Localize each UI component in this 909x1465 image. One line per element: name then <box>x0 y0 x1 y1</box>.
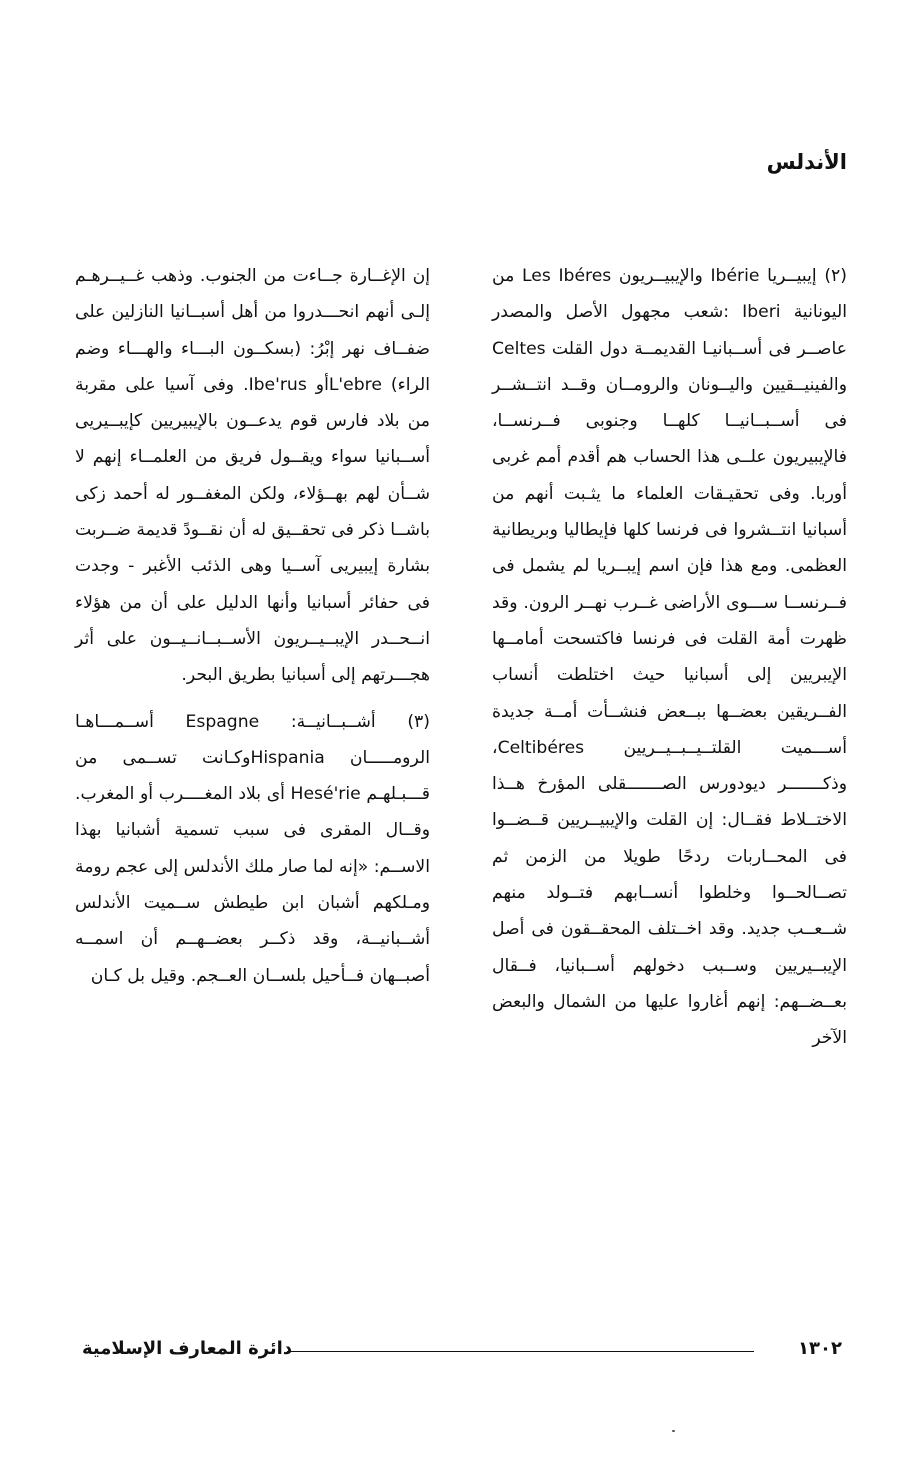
left-column-paragraph: (٣) أشــبــانيــة: Espagne أســمـــاهـا الرومـــــان Hispaniaوكـانت تســمى من قـــبـلهـم Hesé'rie أى بلاد المغــــرب أو المغرب. وقــال المقرى فى سبب تسمية أشبانيا بهذا الاســم: «إنه لما صار ملك الأندلس إلى عجم رومة ومـلكهم أشبان ابن طيطش ســميت الأندلس أشــبانيــة، وقد ذكــر بعضــهــم أن اسمــه أصبــهان فــأحيل بلســان العــجم. وقيل بل كـان <box>75 711 430 986</box>
running-head: الأندلس <box>766 150 847 174</box>
page-number: ١٣٠٢ <box>798 1338 842 1359</box>
publication-title: دائرة المعارف الإسلامية <box>82 1338 293 1359</box>
page-footer <box>82 1338 842 1368</box>
left-column <box>75 258 430 994</box>
footer-rule <box>287 1351 754 1352</box>
right-column-paragraph: (٢) إيبيــريا Ibérie والإيبيــريون Les Ibéres من اليونانية Iberi :شعب مجهول الأصل والمصدر عاصــر فى أســبانيـا القديمــة دول القلت Celtes والفينيــقيين واليــونان والرومــان وقــد انتــشــر فى أســبــانيــا كلهــا وجنوبى فــرنســا، فالإيبيريون علــى هذا الحساب هم أقدم أمم غربى أوربا. وفى تحقيـقات العلماء ما يثـبت أنهم من أسبانيا انتــشروا فى فرنسا كلها فإيطاليا وبريطانية العظمى. ومع هذا فإن اسم إيبــريا لم يشمل فى فــرنســا ســـوى الأراضى غــرب نهــر الرون. وقد ظهرت أمة القلت فى فرنسا فاكتسحت أمامــها الإيبريين إلى أسبانيا حيث اختلطت أنساب الفــريقين بعضــها ببــعض فنشــأت أمــة جديدة أســـميت القلتــيــبــيــريين Celtibéres، وذكـــــــر ديودورس الصـــــــقلى المؤرخ هــذا الاختــلاط فقــال: إن القلت والإيبيــريين قــضــوا فى المحــاربات ردحًا طويلا من الزمن ثم تصــالحــوا وخلطوا أنســابهم فتــولد منهم شــعــب جديد. وقد اخــتلف المحقــقون فى أصل الإيبــيريين وســبب دخولهم أســبانيا، فــقال بعــضــهم: إنهم أغاروا عليها من الشمال والبعض الآخر <box>492 266 847 1049</box>
left-column-paragraph: إن الإغــارة جــاءت من الجنوب. وذهب غــيــرهـم إلـى أنهم انحـــدروا من أهل أسبــانيا النازلين على ضفــاف نهر إبْرُ: (بسكــون البـــاء والهـــاء وضم الراء) L'ebreأو Ibe'rus. وفى آسيا على مقربة من بلاد فارس قوم يدعــون بالإيبيريين كإيبــيريى أســبانيا سواء ويقــول فريق من العلمــاء إنهم لا شــأن لهم بهــؤلاء، ولكن المغفــور له أحمد زكى باشــا ذكر فى تحقــيق له أن نقــودً قديمة ضــربت بشارة إيبيريى آســيا وهى الذئب الأغبر - وجدت فى حفائر أسبانيا وأنها الدليل على أن من هؤلاء انــحــدر الإيبــيــريون الأســبــانــيــون على أثر هجـــرتهم إلى أسبانيا بطريق البحر. <box>75 266 430 686</box>
scan-speck <box>672 1430 675 1432</box>
right-column <box>492 258 847 1057</box>
